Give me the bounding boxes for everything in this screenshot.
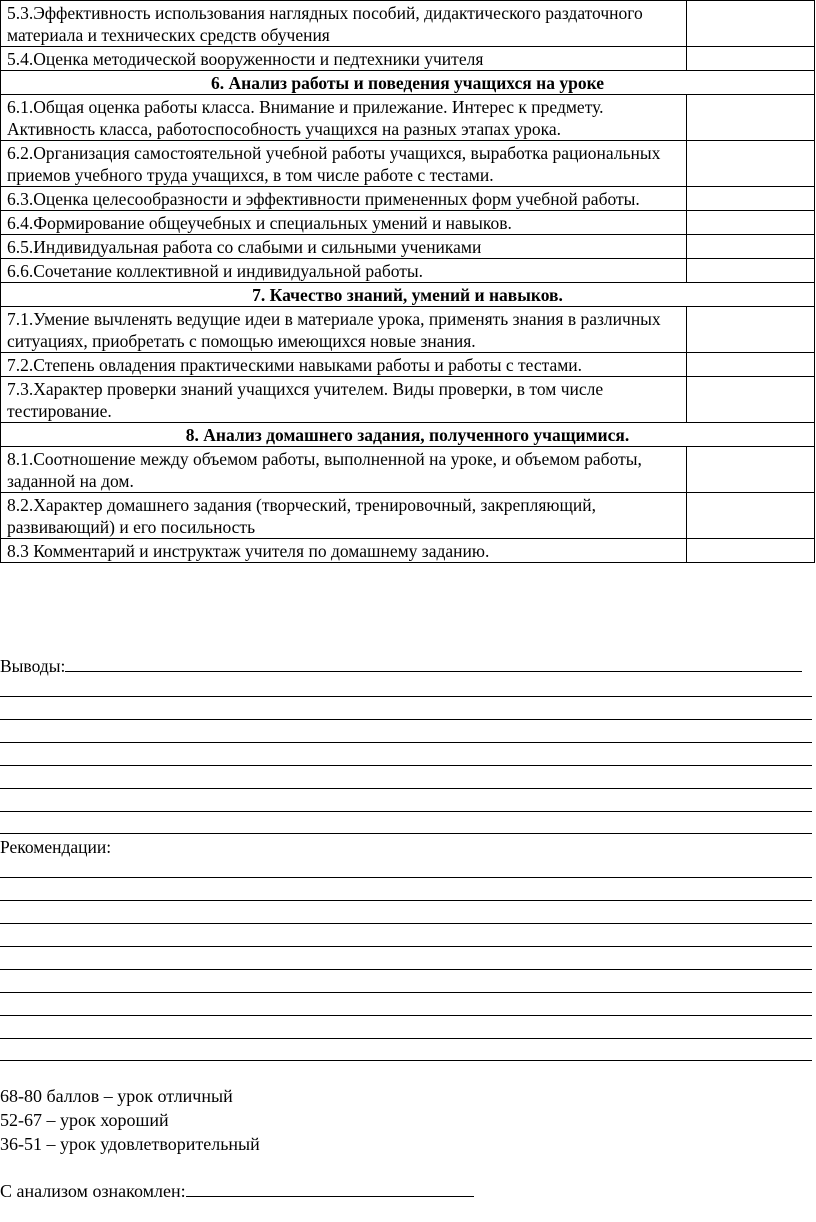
recommendations-label: Рекомендации: xyxy=(0,837,112,857)
criterion-row xyxy=(1,95,815,141)
recommendations-blank-line[interactable] xyxy=(0,923,812,924)
criterion-text: 8.3 Комментарий и инструктаж учителя по домашнему заданию. xyxy=(1,539,687,563)
conclusions-blank-line[interactable] xyxy=(0,742,812,743)
criterion-row xyxy=(1,235,815,259)
score-cell[interactable] xyxy=(687,211,815,235)
criterion-text: 6.2.Организация самостоятельной учебной работы учащихся, выработка рациональных приемов учебного труда учащихся, в том числе работе с тестами. xyxy=(1,141,687,187)
grade-satisfactory: 36-51 – урок удовлетворительный xyxy=(0,1134,260,1154)
recommendations-blank-line[interactable] xyxy=(0,992,812,993)
criterion-row xyxy=(1,187,815,211)
recommendations-blank-line[interactable] xyxy=(0,1060,812,1061)
grading-scale xyxy=(0,1084,812,1156)
conclusions-blank-line[interactable] xyxy=(0,719,812,720)
criterion-text: 5.4.Оценка методической вооруженности и педтехники учителя xyxy=(1,47,687,71)
acknowledgement xyxy=(0,1180,474,1202)
conclusions-blank-line[interactable] xyxy=(0,811,812,812)
acknowledgement-signature-line[interactable] xyxy=(186,1196,474,1197)
score-cell[interactable] xyxy=(687,493,815,539)
score-cell[interactable] xyxy=(687,1,815,47)
criterion-text: 7.1.Умение вычленять ведущие идеи в материале урока, применять знания в различных ситуациях, приобретать с помощью имеющихся новые знания. xyxy=(1,307,687,353)
score-cell[interactable] xyxy=(687,47,815,71)
conclusions-blank-line[interactable] xyxy=(0,765,812,766)
section-header: 8. Анализ домашнего задания, полученного учащимися. xyxy=(1,423,815,447)
section-header: 6. Анализ работы и поведения учащихся на уроке xyxy=(1,71,815,95)
score-cell[interactable] xyxy=(687,95,815,141)
criterion-text: 6.4.Формирование общеучебных и специальных умений и навыков. xyxy=(1,211,687,235)
criterion-row xyxy=(1,539,815,563)
conclusions-blank-line[interactable] xyxy=(0,833,812,834)
conclusions-label: Выводы: xyxy=(0,656,66,676)
criterion-row xyxy=(1,447,815,493)
score-cell[interactable] xyxy=(687,307,815,353)
criterion-row xyxy=(1,353,815,377)
criterion-text: 6.6.Сочетание коллективной и индивидуальной работы. xyxy=(1,259,687,283)
criterion-row xyxy=(1,493,815,539)
criterion-text: 6.5.Индивидуальная работа со слабыми и сильными учениками xyxy=(1,235,687,259)
criterion-text: 7.3.Характер проверки знаний учащихся учителем. Виды проверки, в том числе тестирование. xyxy=(1,377,687,423)
score-cell[interactable] xyxy=(687,187,815,211)
section-header-row xyxy=(1,423,815,447)
grade-excellent: 68-80 баллов – урок отличный xyxy=(0,1086,233,1106)
score-cell[interactable] xyxy=(687,539,815,563)
criterion-row xyxy=(1,1,815,47)
recommendations-blank-line[interactable] xyxy=(0,946,812,947)
recommendations-blank-line[interactable] xyxy=(0,1038,812,1039)
score-cell[interactable] xyxy=(687,259,815,283)
criterion-row xyxy=(1,307,815,353)
score-cell[interactable] xyxy=(687,353,815,377)
section-header-row xyxy=(1,71,815,95)
criterion-text: 6.3.Оценка целесообразности и эффективности примененных форм учебной работы. xyxy=(1,187,687,211)
criterion-row xyxy=(1,259,815,283)
criterion-row xyxy=(1,211,815,235)
score-cell[interactable] xyxy=(687,141,815,187)
criterion-row xyxy=(1,377,815,423)
criterion-text: 8.1.Соотношение между объемом работы, выполненной на уроке, и объемом работы, заданной на дом. xyxy=(1,447,687,493)
criterion-text: 5.3.Эффективность использования наглядных пособий, дидактического раздаточного материала и технических средств обучения xyxy=(1,1,687,47)
criterion-row xyxy=(1,141,815,187)
criterion-text: 8.2.Характер домашнего задания (творческий, тренировочный, закрепляющий, развивающий) и его посильность xyxy=(1,493,687,539)
criterion-text: 7.2.Степень овладения практическими навыками работы и работы с тестами. xyxy=(1,353,687,377)
recommendations-blank-line[interactable] xyxy=(0,969,812,970)
section-header: 7. Качество знаний, умений и навыков. xyxy=(1,283,815,307)
criterion-row xyxy=(1,47,815,71)
score-cell[interactable] xyxy=(687,447,815,493)
recommendations-blank-line[interactable] xyxy=(0,900,812,901)
conclusions-blank-line[interactable] xyxy=(0,696,812,697)
score-cell[interactable] xyxy=(687,235,815,259)
score-cell[interactable] xyxy=(687,377,815,423)
conclusions-blank-line[interactable] xyxy=(0,788,812,789)
recommendations-blank-line[interactable] xyxy=(0,877,812,878)
grade-good: 52-67 – урок хороший xyxy=(0,1110,169,1130)
criterion-text: 6.1.Общая оценка работы класса. Внимание и прилежание. Интерес к предмету. Активность класса, работоспособность учащихся на разных этапах урока. xyxy=(1,95,687,141)
criteria-table xyxy=(0,0,815,563)
acknowledgement-label: С анализом ознакомлен: xyxy=(0,1181,186,1201)
recommendations-blank-line[interactable] xyxy=(0,1015,812,1016)
section-header-row xyxy=(1,283,815,307)
conclusions-first-line[interactable] xyxy=(65,671,802,672)
